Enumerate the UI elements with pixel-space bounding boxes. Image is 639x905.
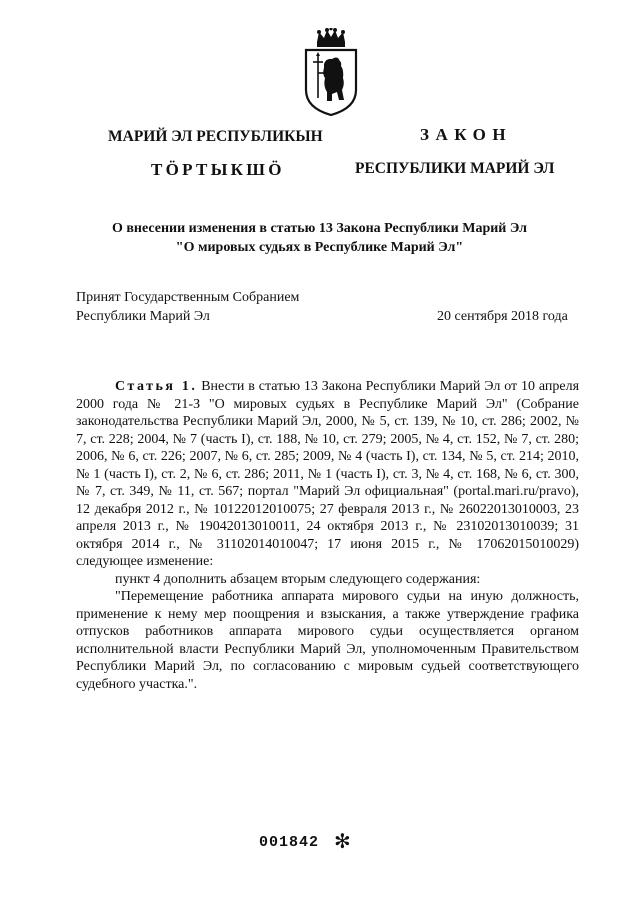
header-left-line1: МАРИЙ ЭЛ РЕСПУБЛИКЫН (108, 128, 323, 145)
adoption-date: 20 сентября 2018 года (437, 309, 568, 324)
article-quote: "Перемещение работника аппарата мирового судьи на иную должность, применение к нему мер поощрения и взыскания, а также утверждение графика отпусков работников аппарата мирового судьи осуществляется органом исполнительной власти Республики Марий Эл, уполномоченным Правительством Республики Марий Эл, по согласованию с мировым судьей соответствующего судебного участка.". (76, 589, 579, 692)
law-title-line1: О внесении изменения в статью 13 Закона Республики Марий Эл (111, 221, 528, 236)
serial-number: 001842 (259, 834, 320, 851)
article-paragraph (76, 378, 579, 571)
article-1 (76, 378, 579, 693)
article-point: пункт 4 дополнить абзацем вторым следующего содержания: (115, 571, 481, 587)
adoption-line2: Республики Марий Эл (76, 309, 210, 324)
coat-of-arms-icon (300, 28, 362, 116)
article-body: Внести в статью 13 Закона Республики Марий Эл от 10 апреля 2000 года № 21-З "О мировых судьях в Республике Марий Эл" (Собрание законодательства Республики Марий Эл, 2000, № 5, ст. 139, № 10, ст. 286; 2002, № 7, ст. 228; 2004, № 7 (часть I), ст. 188, № 10, ст. 279; 2005, № 4, ст. 152, № 7, ст. 280; 2006, № 6, ст. 226; 2007, № 6, ст. 285; 2009, № 4 (часть I), ст. 134, № 5, ст. 214; 2010, № 1 (часть I), ст. 2, № 6, ст. 286; 2011, № 1 (часть I), ст. 3, № 4, ст. 168, № 6, ст. 300, № 7, ст. 349, № 11, ст. 567; портал "Марий Эл официальная" (portal.mari.ru/pravo), 12 декабря 2012 г., № 10122012010075; 27 февраля 2013 г., № 26022013010003, 23 апреля 2013 г., № 19042013010011, 24 октября 2013 г., № 23102013010039; 31 октября 2014 г., № 31102014010047; 17 июня 2015 г., № 17062015010029) следующее изменение: (76, 379, 580, 569)
adoption-line1: Принят Государственным Собранием (76, 290, 300, 305)
header-left-line2: ТӦРТЫКШӦ (151, 160, 285, 179)
law-title-line2: "О мировых судьях в Республике Марий Эл" (175, 240, 464, 255)
header-right-line1: ЗАКОН (420, 125, 513, 144)
header-right-line2: РЕСПУБЛИКИ МАРИЙ ЭЛ (355, 160, 555, 177)
article-heading: Статья 1. (115, 379, 198, 394)
asterisk-mark: ✻ (334, 829, 351, 853)
